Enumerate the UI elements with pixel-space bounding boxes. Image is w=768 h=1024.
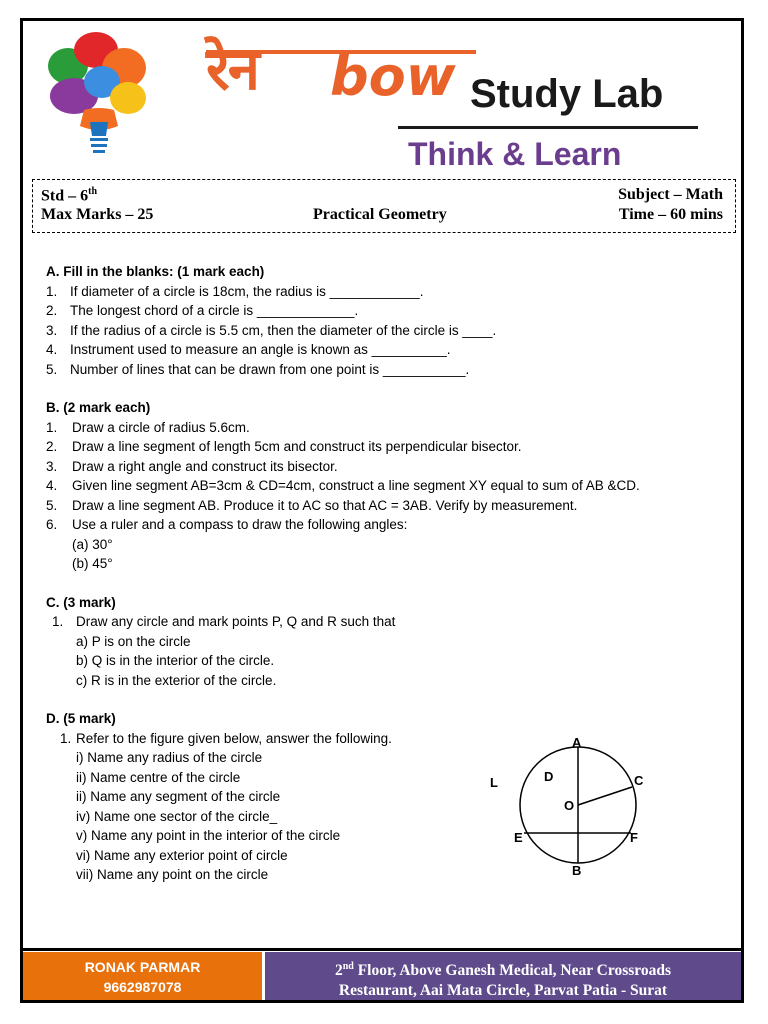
list-item: 2. Draw a line segment of length 5cm and construct its perpendicular bisector. bbox=[46, 439, 522, 454]
label-e: E bbox=[514, 830, 523, 845]
time-label: Time – 60 mins bbox=[618, 206, 723, 223]
angle-item: (b) 45° bbox=[72, 556, 113, 571]
brand-hindi-text: रेन bbox=[206, 35, 258, 103]
label-a: A bbox=[572, 735, 582, 750]
angle-item: (a) 30° bbox=[72, 536, 113, 552]
sub-item: b) Q is in the interior of the circle. bbox=[76, 653, 275, 668]
sub-item: a) P is on the circle bbox=[76, 633, 191, 649]
brain-bulb-logo-icon bbox=[44, 30, 154, 170]
list-item: 1. If diameter of a circle is 18cm, the radius is ____________. bbox=[46, 283, 424, 299]
list-item: 1. Draw any circle and mark points P, Q and R such that bbox=[52, 614, 396, 629]
address-line-2: Restaurant, Aai Mata Circle, Parvat Patia - Surat bbox=[338, 982, 668, 1000]
sub-item: i) Name any radius of the circle bbox=[76, 750, 263, 765]
sub-item: vii) Name any point on the circle bbox=[76, 867, 269, 882]
list-item: 4. Instrument used to measure an angle is known as __________. bbox=[46, 342, 451, 357]
list-item: 5. Draw a line segment AB. Produce it to AC so that AC = 3AB. Verify by measurement. bbox=[46, 497, 578, 513]
section-d-title: D. (5 mark) bbox=[46, 711, 116, 726]
brand-study-lab-text: Study Lab bbox=[470, 72, 664, 116]
list-item: 6. Use a ruler and a compass to draw the following angles: bbox=[46, 517, 408, 532]
section-a-title: A. Fill in the blanks: (1 mark each) bbox=[46, 264, 265, 279]
address-line-1: 2nd Floor, Above Ganesh Medical, Near Crossroads bbox=[334, 961, 672, 980]
brand-tagline: Think & Learn bbox=[408, 136, 622, 172]
sub-item: iv) Name one sector of the circle_ bbox=[76, 808, 278, 824]
contact-phone: 9662987078 bbox=[103, 979, 182, 995]
section-b-title: B. (2 mark each) bbox=[46, 400, 151, 415]
sub-item: c) R is in the exterior of the circle. bbox=[76, 672, 277, 688]
list-item: 3. If the radius of a circle is 5.5 cm, then the diameter of the circle is ____. bbox=[46, 322, 497, 338]
circle-figure bbox=[486, 735, 656, 880]
brand-underline bbox=[398, 126, 698, 129]
sub-item: ii) Name any segment of the circle bbox=[76, 789, 281, 804]
footer-divider bbox=[23, 948, 741, 951]
exam-info-box bbox=[32, 179, 736, 233]
list-item: 1. Refer to the figure given below, answer the following. bbox=[60, 730, 392, 746]
list-item: 1. Draw a circle of radius 5.6cm. bbox=[46, 419, 250, 435]
sub-item: ii) Name centre of the circle bbox=[76, 769, 241, 785]
list-item: 5. Number of lines that can be drawn from one point is ___________. bbox=[46, 361, 470, 377]
sub-item: v) Name any point in the interior of the circle bbox=[76, 828, 341, 843]
list-item: 2. The longest chord of a circle is _____________. bbox=[46, 303, 359, 318]
contact-name: RONAK PARMAR bbox=[84, 959, 201, 975]
label-l: L bbox=[490, 775, 498, 790]
radius-oc bbox=[578, 787, 632, 805]
std-label: Std – 6th bbox=[41, 186, 98, 205]
label-o: O bbox=[564, 798, 575, 813]
label-f: F bbox=[630, 830, 638, 845]
subject-label: Subject – Math bbox=[618, 186, 723, 203]
section-c-title: C. (3 mark) bbox=[46, 594, 116, 610]
max-marks-label: Max Marks – 25 bbox=[41, 206, 154, 223]
footer-address bbox=[265, 952, 741, 1000]
label-b: B bbox=[572, 863, 582, 878]
list-item: 4. Given line segment AB=3cm & CD=4cm, construct a line segment XY equal to sum of AB &CD. bbox=[46, 478, 640, 493]
footer-contact bbox=[23, 952, 262, 1000]
label-c: C bbox=[634, 773, 644, 788]
list-item: 3. Draw a right angle and construct its bisector. bbox=[46, 458, 338, 474]
brand-bow-text: bow bbox=[330, 45, 456, 108]
label-d: D bbox=[544, 769, 554, 784]
sub-item: vi) Name any exterior point of circle bbox=[76, 847, 288, 863]
exam-title: Practical Geometry bbox=[313, 206, 447, 223]
